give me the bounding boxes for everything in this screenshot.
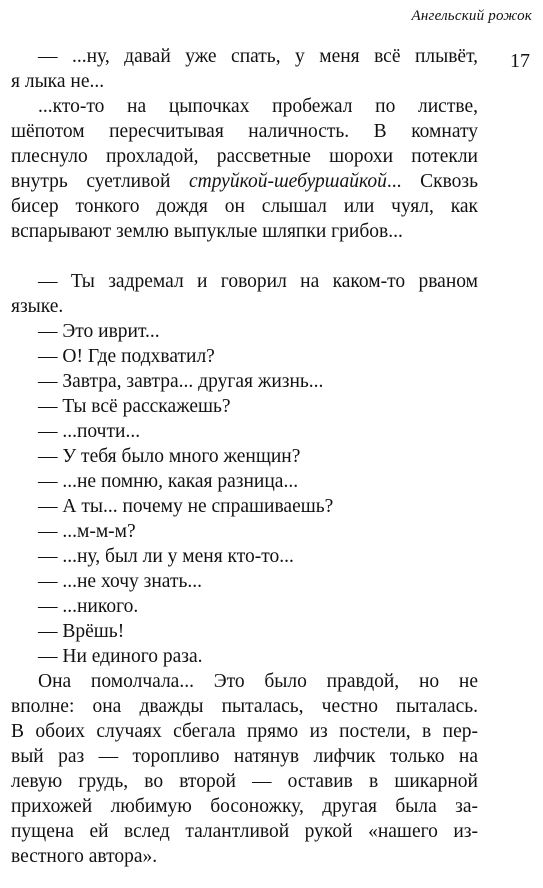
- text-line: — Ты задремал и говорил на каком-то рваном: [38, 271, 478, 292]
- page-number: 17: [510, 50, 530, 72]
- dialogue-line: — Ты всё расскажешь?: [38, 396, 231, 417]
- text-line: ...кто-то на цыпочках пробежал по листве,: [38, 96, 478, 117]
- text-run: ... Сквозь: [386, 171, 478, 192]
- text-line: бисер тонкого дождя он слышал или чуял, как: [11, 196, 478, 217]
- dialogue-line: — Это иврит...: [38, 321, 160, 342]
- text-line: вполне: она дважды пыталась, честно пыталась.: [11, 696, 478, 717]
- text-line: пущена ей вслед талантливой рукой «нашего из-: [11, 821, 478, 842]
- dialogue-line: — О! Где подхватил?: [38, 346, 215, 367]
- dialogue-line: — ...не хочу знать...: [38, 571, 202, 592]
- text-line: прихожей любимую босоножку, другая была за-: [11, 796, 478, 817]
- text-line: я лыка не...: [11, 71, 105, 92]
- dialogue-line: — Врёшь!: [38, 621, 125, 642]
- italic-phrase: струйкой-шебуршайкой: [188, 171, 387, 192]
- text-line: языке.: [11, 296, 64, 317]
- text-run: внутрь суетливой: [11, 171, 189, 192]
- text-line: Она помолчала... Это было правдой, но не: [38, 671, 478, 692]
- text-line: [11, 169, 478, 194]
- dialogue-line: — Завтра, завтра... другая жизнь...: [38, 371, 324, 392]
- dialogue-line: — А ты... почему не спрашиваешь?: [38, 496, 334, 517]
- text-line: В обоих случаях сбегала прямо из постели, в пер-: [11, 721, 478, 742]
- blank-line: [11, 244, 478, 269]
- running-head: Ангельский рожок: [411, 8, 532, 24]
- dialogue-line: — ...никого.: [38, 596, 139, 617]
- dialogue-line: — ...почти...: [38, 421, 141, 442]
- dialogue-line: — ...не помню, какая разница...: [38, 471, 299, 492]
- text-line: шёпотом пересчитывая наличность. В комнату: [11, 121, 478, 142]
- text-line: вспарывают землю выпуклые шляпки грибов...: [11, 221, 403, 242]
- text-line: — ...ну, давай уже спать, у меня всё плывёт,: [38, 46, 478, 67]
- text-line: вый раз — торопливо натянув лифчик только на: [11, 746, 478, 767]
- dialogue-line: — ...м-м-м?: [38, 521, 136, 542]
- dialogue-line: — Ни единого раза.: [38, 646, 203, 667]
- dialogue-line: — У тебя было много женщин?: [38, 446, 301, 467]
- text-line: левую грудь, во второй — оставив в шикарной: [11, 771, 478, 792]
- text-line: вестного автора».: [11, 846, 158, 867]
- text-block: [11, 44, 478, 869]
- text-line: плеснуло прохладой, рассветные шорохи потекли: [11, 146, 478, 167]
- dialogue-line: — ...ну, был ли у меня кто-то...: [38, 546, 294, 567]
